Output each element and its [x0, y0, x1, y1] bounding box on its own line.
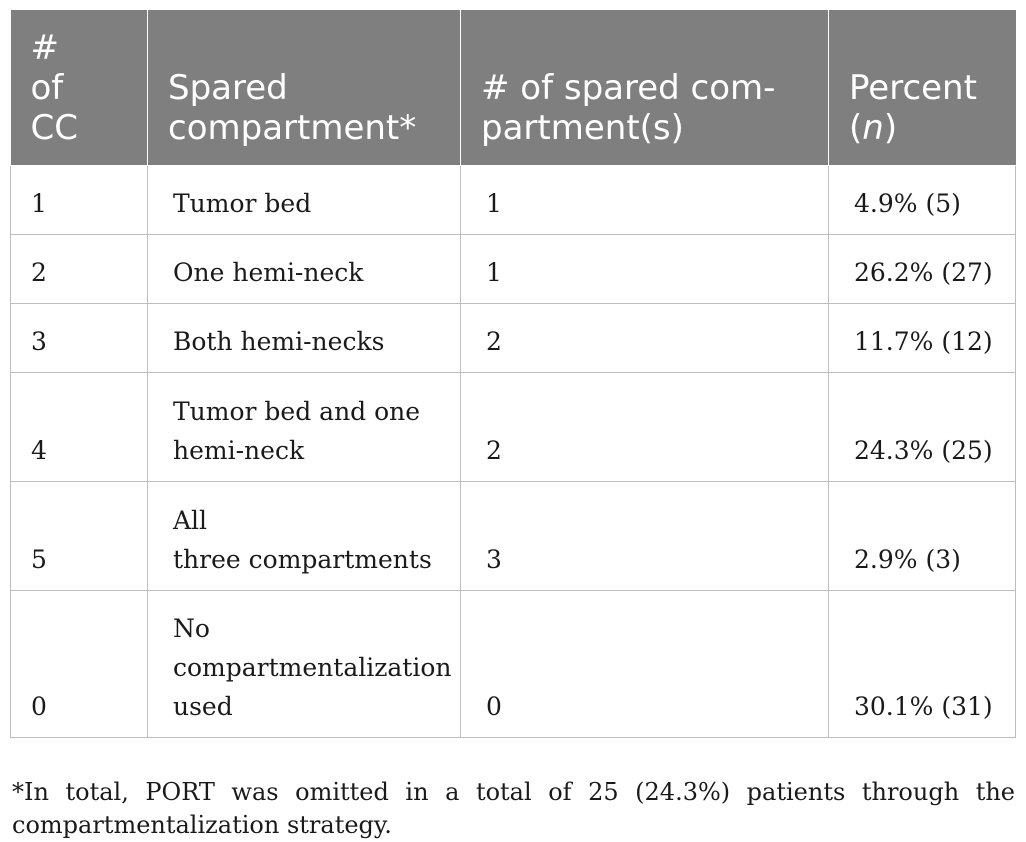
header-text-italic: n [862, 108, 884, 148]
cell-text: One hemi-neck [173, 258, 364, 287]
cell-compartment [148, 482, 461, 591]
cell-text: Both hemi-necks [173, 327, 385, 356]
cell-spared-count: 1 [461, 166, 829, 235]
header-text: partment(s) [481, 108, 684, 148]
cell-compartment [148, 235, 461, 304]
cell-text: three compartments [173, 545, 432, 574]
table-header [11, 10, 1016, 166]
cell-cc: 1 [11, 166, 148, 235]
cell-percent: 4.9% (5) [829, 166, 1016, 235]
cell-compartment [148, 373, 461, 482]
header-spared-compartment [148, 10, 461, 166]
cell-percent: 24.3% (25) [829, 373, 1016, 482]
table-row [11, 166, 1016, 235]
cell-cc: 5 [11, 482, 148, 591]
header-text: ) [883, 108, 898, 148]
cell-cc: 4 [11, 373, 148, 482]
header-cc-count [11, 10, 148, 166]
cell-text: compartmentalization [173, 653, 452, 682]
header-text: Percent [849, 68, 977, 108]
header-text: of [30, 68, 64, 108]
cell-text: hemi-neck [173, 436, 305, 465]
header-text: compartment* [168, 108, 417, 148]
table-row [11, 373, 1016, 482]
cell-percent: 30.1% (31) [829, 591, 1016, 738]
cell-text: All [173, 506, 208, 535]
table-row [11, 304, 1016, 373]
header-text: # [30, 28, 59, 68]
cell-compartment [148, 591, 461, 738]
cell-cc: 0 [11, 591, 148, 738]
cell-text: Tumor bed [173, 189, 312, 218]
table-row [11, 482, 1016, 591]
table-row [11, 591, 1016, 738]
compartments-table-container [10, 10, 1015, 738]
cell-spared-count: 1 [461, 235, 829, 304]
compartments-table [10, 10, 1016, 738]
header-text: ( [849, 108, 863, 148]
table-footnote: *In total, PORT was omitted in a total of 25 (24.3%) patients through the compartmentalization strategy. [12, 778, 1015, 839]
cell-percent: 2.9% (3) [829, 482, 1016, 591]
table-row [11, 235, 1016, 304]
cell-spared-count: 2 [461, 373, 829, 482]
header-percent [829, 10, 1016, 166]
cell-cc: 2 [11, 235, 148, 304]
header-spared-count [461, 10, 829, 166]
cell-percent: 11.7% (12) [829, 304, 1016, 373]
cell-percent: 26.2% (27) [829, 235, 1016, 304]
header-text: CC [30, 108, 78, 148]
cell-spared-count: 3 [461, 482, 829, 591]
cell-spared-count: 2 [461, 304, 829, 373]
header-row [11, 10, 1016, 166]
cell-text: Tumor bed and one [173, 397, 421, 426]
cell-text: used [173, 692, 233, 721]
cell-compartment [148, 166, 461, 235]
cell-spared-count: 0 [461, 591, 829, 738]
header-text: Spared [168, 68, 288, 108]
cell-text: No [173, 614, 210, 643]
header-text: # of spared com- [481, 68, 776, 108]
table-body [11, 166, 1016, 738]
cell-cc: 3 [11, 304, 148, 373]
cell-compartment [148, 304, 461, 373]
